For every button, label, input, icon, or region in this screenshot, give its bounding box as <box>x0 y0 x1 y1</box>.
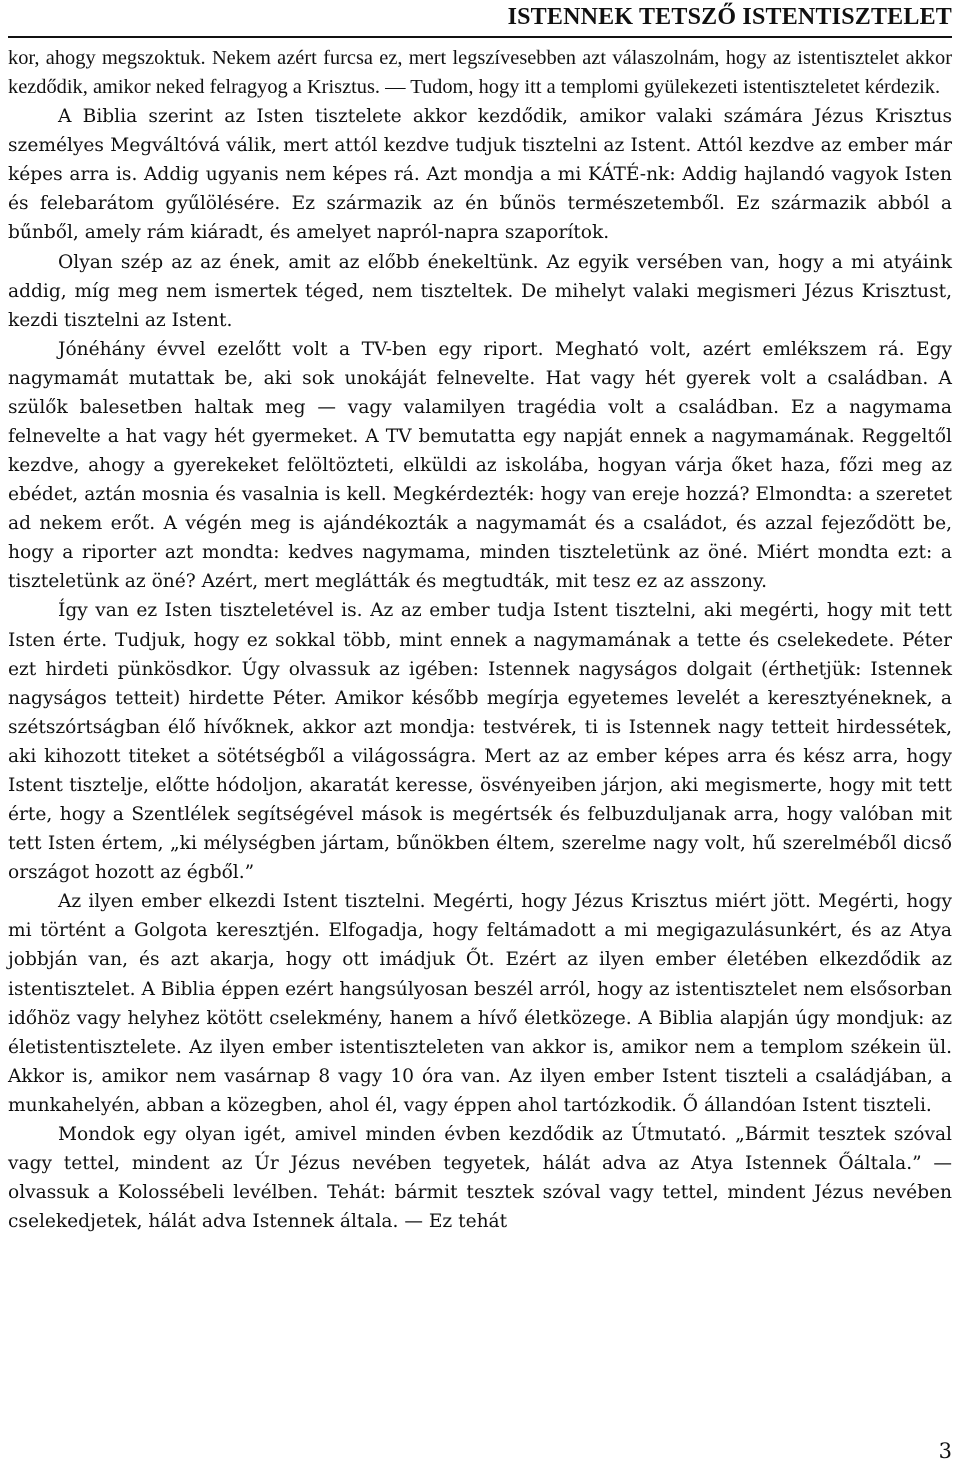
paragraph: Az ilyen ember elkezdi Istent tisztelni. Megérti, hogy Jézus Krisztus miért jött. Megérti, hogy mi történt a Golgota keresztjén. Elfogadja, hogy feltámadott a mi megigazulásunkért, és az Atya jobbján van, és azt akarja, hogy ott imádjuk Őt. Ezért az ilyen ember életében elkezdődik az istentisztelet. A Biblia éppen ezért hangsúlyosan beszél arról, hogy az istentisztelet nem elsősorban időhöz vagy helyhez kötött cselekmény, hanem a hívő életközege. A Biblia alapján úgy mondjuk: az életistentisztelete. Az ilyen ember istentiszteleten van akkor is, amikor nem a templom székein ül. Akkor is, amikor nem vasárnap 8 vagy 10 óra van. Az ilyen ember Istent tiszteli a családjában, a munkahelyén, abban a közegben, ahol él, vagy éppen ahol tartózkodik. Ő állandóan Istent tiszteli. <box>8 891 952 1116</box>
body-text <box>8 44 952 1236</box>
paragraph: A Biblia szerint az Isten tisztelete akkor kezdődik, amikor valaki számára Jézus Krisztus személyes Megváltóvá válik, mert attól kezdve tudjuk tisztelni az Istent. Attól kezdve az ember már képes arra is. Addig ugyanis nem képes rá. Azt mondja a mi KÁTÉ-nk: Addig hajlandó vagyok Isten és felebarátom gyűlölésére. Ez származik az én bűnös természetemből. Ez származik abból a bűnből, amely rám kiáradt, és amelyet napról-napra szaporítok. <box>8 106 952 244</box>
paragraph-continuation <box>8 44 952 102</box>
paragraph: Így van ez Isten tiszteletével is. Az az ember tudja Istent tisztelni, aki megérti, hogy mit tett Isten érte. Tudjuk, hogy ez sokkal több, mint ennek a nagymamának a tette és cselekedete. Péter ezt hirdeti pünkösdkor. Úgy olvassuk az igében: Istennek nagyságos dolgait (érthetjük: Istennek nagyságos tetteit) hirdette Péter. Amikor később megírja egyetemes levelét a keresztyéneknek, a szétszórtságban élő hívőknek, akkor azt mondja: testvérek, ti is Istennek nagy tetteit hirdessétek, aki kihozott titeket a sötétségből a világosságra. Mert az az ember képes arra és kész arra, hogy Istent tisztelje, előtte hódoljon, akaratát keresse, ösvényeiben járjon, aki megismerte, hogy mit tett érte, hogy a Szentlélek segítségével mások is megértsék és felbuzduljanak arra, hogy valóban mit tett Isten értem, „ki mélységben jártam, bűnökben éltem, szerelme nagy volt, hű szerelméből dicső országot hozott az égből.” <box>8 600 952 884</box>
paragraph-text: kor, ahogy megszoktuk. Nekem azért furcsa ez, mert legszívesebben azt válaszolnám, hogy az istentisztelet akkor kezdődik, amikor neked felragyog a Krisztus. — Tudom, hogy itt a templomi gyülekezeti istentiszteletet kérdezik. <box>8 47 952 99</box>
paragraph: Mondok egy olyan igét, amivel minden évben kezdődik az Útmutató. „Bármit tesztek szóval vagy tettel, mindent az Úr Jézus nevében tegyetek, hálát adva az Atya Istennek Őáltala.” — olvassuk a Kolossébeli levélben. Tehát: bármit tesztek szóval vagy tettel, mindent Jézus nevében cselekedjetek, hálát adva Istennek általa. — Ez tehát <box>8 1123 952 1233</box>
page-number: 3 <box>938 1439 952 1463</box>
paragraph: Olyan szép az az ének, amit az előbb énekeltünk. Az egyik versében van, hogy a mi atyáink addig, míg meg nem ismertek téged, nem tiszteltek. De mihelyt valaki megismeri Jézus Krisztust, kezdi tisztelni az Istent. <box>8 251 952 331</box>
header-rule <box>8 36 952 38</box>
paragraph: Jónéhány évvel ezelőtt volt a TV-ben egy riport. Megható volt, azért emlékszem rá. Egy nagymamát mutattak be, aki sok unokáját felnevelte. Hat vagy hét gyerek volt a családban. A szülők balesetben haltak meg — vagy valamilyen tragédia volt a családban. Ez a nagymama felnevelte a hat vagy hét gyermeket. A TV bemutatta egy napját ennek a nagymamának. Reggeltől kezdve, ahogy a gyerekeket felöltözteti, elküldi az iskolába, hogyan várja őket haza, főzi meg az ebédet, aztán mosnia és vasalnia is kell. Megkérdezték: hogy van ereje hozzá? Elmondta: a szeretet ad nekem erőt. A végén meg is ajándékozták a nagymamát és a családot, és azzal fejeződött be, hogy a riporter azt mondta: kedves nagymama, minden tiszteletünk az öné. Miért mondta ezt: a tiszteletünk az öné? Azért, mert meglátták és megtudták, mit tesz ez az asszony. <box>8 338 952 593</box>
running-header-title: ISTENNEK TETSZŐ ISTENTISZTELET <box>507 4 952 30</box>
